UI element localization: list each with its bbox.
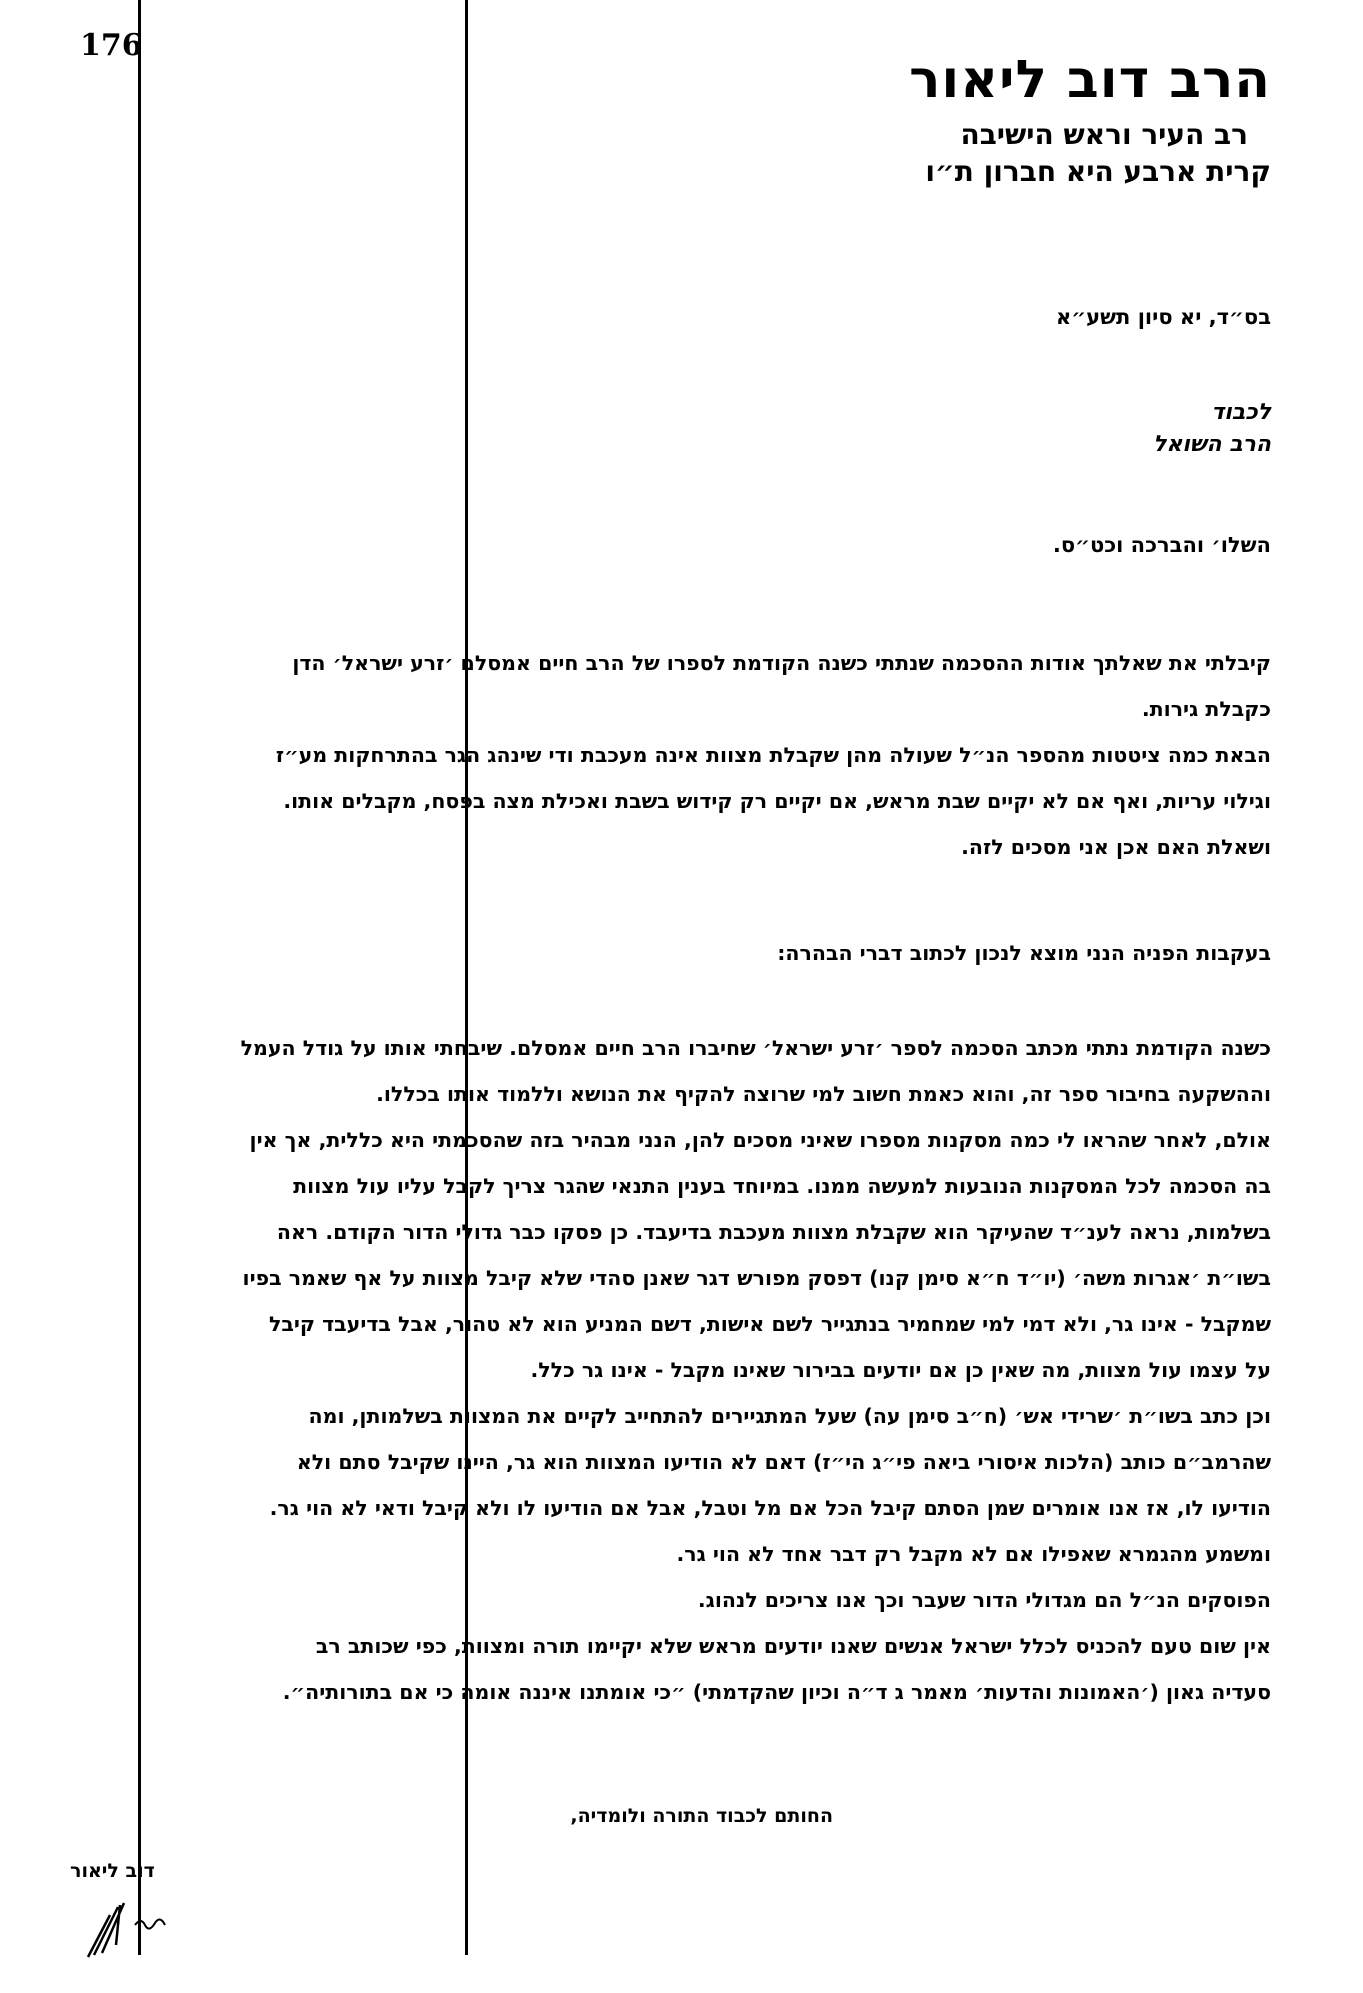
text-line: הפוסקים הנ״ל הם מגדולי הדור שעבר וכך אנו צריכים לנהוג. <box>697 1588 1271 1612</box>
intro-line <box>75 930 1271 976</box>
paragraph-1 <box>75 640 1271 732</box>
text-line: בשלמות, נראה לענ״ד שהעיקר הוא שקבלת מצוות מעכבת בדיעבד. כן פסקו כבר גדולי הדור הקודם. ראה <box>276 1220 1271 1244</box>
closing-line: החותם לכבוד התורה ולומדיה, <box>570 1805 833 1827</box>
text-line: קיבלתי את שאלתך אודות ההסכמה שנתתי כשנה הקודמת לספרו של הרב חיים אמסלם ׳זרע ישראל׳ הדן <box>292 651 1271 675</box>
text-line: סעדיה גאון (׳האמונות והדעות׳ מאמר ג ד״ה וכיון שהקדמתי) ״כי אומתנו איננה אומה כי אם בתורותיה״. <box>282 1680 1271 1704</box>
text-line: אין שום טעם להכניס לכלל ישראל אנשים שאנו יודעים מראש שלא יקיימו תורה ומצוות, כפי שכותב רב <box>315 1634 1271 1658</box>
addressee-line-2: הרב השואל <box>1153 432 1271 457</box>
paragraph-2 <box>75 732 1271 870</box>
text-line: בעקבות הפניה הנני מוצא לנכון לכתוב דברי הבהרה: <box>777 941 1271 965</box>
text-line: אולם, לאחר שהראו לי כמה מסקנות מספרו שאיני מסכים להן, הנני מבהיר בזה שהסכמתי היא כללית, אך אין <box>249 1128 1271 1152</box>
letterhead-title: רב העיר וראש הישיבה <box>960 118 1248 151</box>
text-line: הודיעו לו, אז אנו אומרים שמן הסתם קיבל הכל אם מל וטבל, אבל אם הודיעו לו ולא קיבל ודאי לא הוי גר. <box>269 1496 1271 1520</box>
letterhead-name: הרב דוב ליאור <box>909 50 1271 110</box>
handwritten-signature-icon <box>80 1895 190 1965</box>
signature-name: דוב ליאור <box>70 1860 155 1882</box>
text-line: ושאלת האם אכן אני מסכים לזה. <box>961 835 1271 859</box>
text-line: וכן כתב בשו״ת ׳שרידי אש׳ (ח״ב סימן עה) שעל המתגיירים להתחייב לקיים את המצוות בשלמותן, ומה <box>308 1404 1271 1428</box>
text-line: כקבלת גירות. <box>1141 697 1271 721</box>
text-line: שהרמב״ם כותב (הלכות איסורי ביאה פי״ג הי״ז) דאם לא הודיעו המצוות הוא גר, היינו שקיבל סתם ולא <box>296 1450 1271 1474</box>
text-line: וההשקעה בחיבור ספר זה, והוא כאמת חשוב למי שרוצה להקיף את הנושא וללמוד אותו בכללו. <box>376 1082 1271 1106</box>
text-line: בה הסכמה לכל המסקנות הנובעות למעשה ממנו. במיוחד בענין התנאי שהגר צריך לקבל עליו עול מצוות <box>293 1174 1271 1198</box>
text-line: בשו״ת ׳אגרות משה׳ (יו״ד ח״א סימן קנו) דפסק מפורש דגר שאנן סהדי שלא קיבל מצוות על אף שאמר בפיו <box>242 1266 1271 1290</box>
letterhead-address: קרית ארבע היא חברון ת״ו <box>925 155 1271 188</box>
addressee-line-1: לכבוד <box>1211 400 1271 425</box>
text-line: וגילוי עריות, ואף אם לא יקיים שבת מראש, אם יקיים רק קידוש בשבת ואכילת מצה בפסח, מקבלים אותו. <box>283 789 1271 813</box>
page-number: 176 <box>80 28 143 63</box>
text-line: שמקבל - אינו גר, ולא דמי למי שמחמיר בנתגייר לשם אישות, דשם המניע הוא לא טהור, אבל בדיעבד קיבל <box>268 1312 1271 1336</box>
greeting: השלו׳ והברכה וכט״ס. <box>1052 533 1271 557</box>
text-line: ומשמע מהגמרא שאפילו אם לא מקבל רק דבר אחד לא הוי גר. <box>676 1542 1271 1566</box>
text-line: על עצמו עול מצוות, מה שאין כן אם יודעים בבירור שאינו מקבל - אינו גר כלל. <box>530 1358 1271 1382</box>
text-line: הבאת כמה ציטטות מהספר הנ״ל שעולה מהן שקבלת מצוות אינה מעכבת ודי שינהג הגר בהתרחקות מע״ז <box>275 743 1271 767</box>
text-line: כשנה הקודמת נתתי מכתב הסכמה לספר ׳זרע ישראל׳ שחיברו הרב חיים אמסלם. שיבחתי אותו על גודל העמל <box>240 1036 1271 1060</box>
letter-date: בס״ד, יא סיון תשע״א <box>1055 305 1271 329</box>
paragraph-3 <box>75 1025 1271 1715</box>
